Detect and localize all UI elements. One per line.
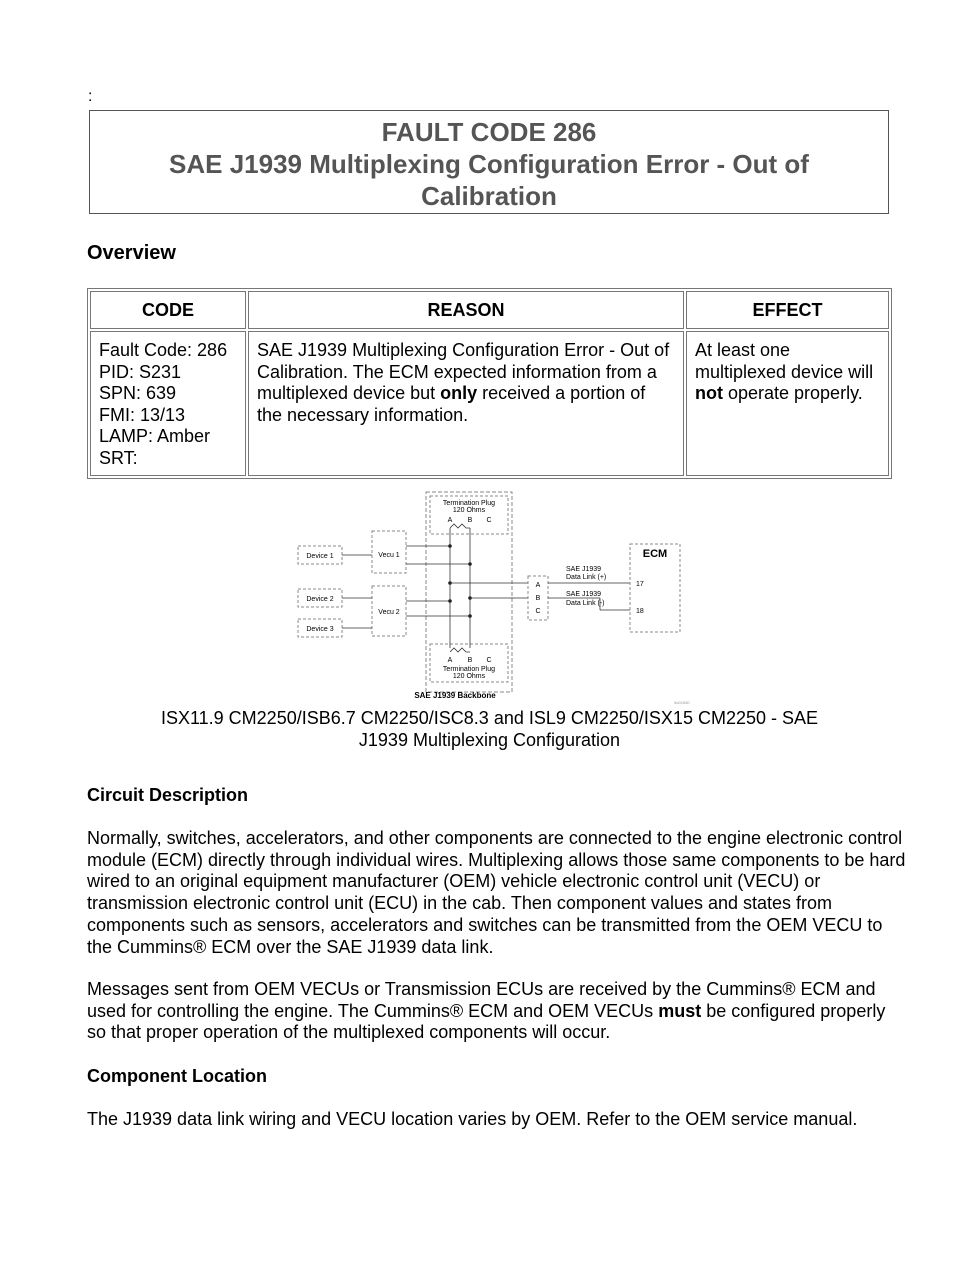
device-3-label: Device 3 — [306, 626, 334, 633]
effect-emphasis: not — [695, 383, 723, 403]
column-header-code: CODE — [90, 291, 246, 329]
vecu-1-label: Vecu 1 — [378, 552, 400, 559]
component-location-paragraph: The J1939 data link wiring and VECU location varies by OEM. Refer to the OEM service manual. — [87, 1109, 858, 1129]
code-line: Fault Code: 286 — [99, 340, 228, 360]
paragraph-2-text-end: be configured properly so that proper operation of the multiplexed components will occur. — [87, 1000, 886, 1043]
figure-caption — [100, 707, 879, 751]
column-header-effect: EFFECT — [686, 291, 889, 329]
paragraph-2-text: Messages sent from OEM VECUs or Transmission ECUs are received by the Cummins® ECM and used for controlling the engine. The Cummins® ECM and OEM VECUs — [87, 979, 876, 1021]
table-header-row — [90, 291, 889, 329]
code-line: LAMP: Amber — [99, 426, 211, 446]
caption-line-2: J1939 Multiplexing Configuration — [358, 730, 621, 750]
device-1-label: Device 1 — [306, 553, 334, 560]
reason-text: SAE J1939 Multiplexing Configuration Error - Out of Calibration. The ECM expected information from a multiplexed device but — [257, 340, 670, 403]
backbone-label: SAE J1939 Backbone — [414, 691, 496, 700]
ecm-label: ECM — [642, 548, 668, 560]
fault-code-title-box — [89, 110, 889, 214]
title-line-1: FAULT CODE 286 — [381, 117, 597, 147]
paragraph-2-emphasis: must — [658, 1000, 702, 1021]
reason-cell — [248, 331, 684, 476]
component-location-heading: Component Location — [87, 1066, 267, 1086]
column-header-reason: REASON — [248, 291, 684, 329]
data-link-positive-label-1: SAE J1939 — [566, 566, 602, 573]
circuit-description-heading: Circuit Description — [87, 785, 249, 805]
bottom-plug-label: Termination Plug — [442, 666, 496, 673]
circuit-description-paragraph-1: Normally, switches, accelerators, and other components are connected to the engine electronic control module (ECM) directly through individual wires. Multiplexing allows those same components to be hard wired to an original equipment manufacturer (OEM) vehicle electronic control unit (VECU) or transmission electronic control unit (ECU) in the cab. Then component values and states from components such as sensors, accelerators and switches can be transmitted from the OEM VECU to the Cummins® ECM over the SAE J1939 data link. — [87, 828, 906, 957]
top-plug-ohms: 120 Ohms — [452, 507, 486, 514]
code-line: FMI: 13/13 — [99, 404, 186, 425]
overview-table — [87, 288, 892, 479]
connector-pin-b: B — [535, 595, 541, 602]
code-line: SPN: 639 — [99, 383, 177, 403]
circuit-description-paragraph-2 — [87, 979, 907, 1044]
bottom-plug-ohms: 120 Ohms — [452, 673, 486, 680]
top-plug-label: Termination Plug — [442, 500, 496, 507]
bottom-pin-c: C — [486, 657, 492, 664]
caption-line-1: ISX11.9 CM2250/ISB6.7 CM2250/ISC8.3 and ISL9 CM2250/ISX15 CM2250 - SAE — [160, 708, 819, 728]
reason-text-end: received a portion of the necessary information. — [257, 383, 646, 425]
bottom-pin-a: A — [447, 657, 453, 664]
connector-pin-a: A — [535, 582, 541, 589]
header-colon: : — [88, 88, 93, 105]
vecu-2-label: Vecu 2 — [378, 609, 400, 616]
junction-dot — [468, 562, 472, 566]
data-link-positive-label-2: Data Link (+) — [566, 574, 607, 581]
overview-heading: Overview — [87, 242, 176, 264]
bottom-pin-b: B — [467, 657, 473, 664]
junction-dot — [468, 614, 472, 618]
ecm-pin-18: 18 — [636, 608, 644, 615]
figure-id: fla01660 — [674, 700, 690, 705]
top-pin-c: C — [486, 517, 492, 524]
top-pin-b: B — [467, 517, 473, 524]
code-line: PID: S231 — [99, 361, 182, 382]
code-cell — [90, 331, 246, 476]
j1939-wiring-diagram — [290, 486, 710, 706]
bottom-resistor — [450, 648, 470, 652]
data-link-negative-label-1: SAE J1939 — [566, 591, 602, 598]
table-row — [90, 331, 889, 476]
device-2-label: Device 2 — [306, 596, 334, 603]
title-line-2: SAE J1939 Multiplexing Configuration Error - Out of — [169, 149, 809, 179]
data-link-negative-label-2: Data Link (-) — [566, 600, 605, 607]
effect-text: At least one multiplexed device will — [695, 340, 874, 382]
connector-pin-c: C — [535, 608, 541, 615]
junction-dot — [448, 599, 452, 603]
title-line-3: Calibration — [421, 181, 557, 211]
ecm-pin-17: 17 — [636, 581, 644, 588]
junction-dot — [448, 544, 452, 548]
reason-emphasis: only — [440, 383, 478, 403]
effect-text-end: operate properly. — [722, 383, 863, 403]
top-resistor — [450, 524, 470, 528]
top-pin-a: A — [447, 517, 453, 524]
effect-cell — [686, 331, 889, 476]
code-line: SRT: — [99, 447, 138, 468]
